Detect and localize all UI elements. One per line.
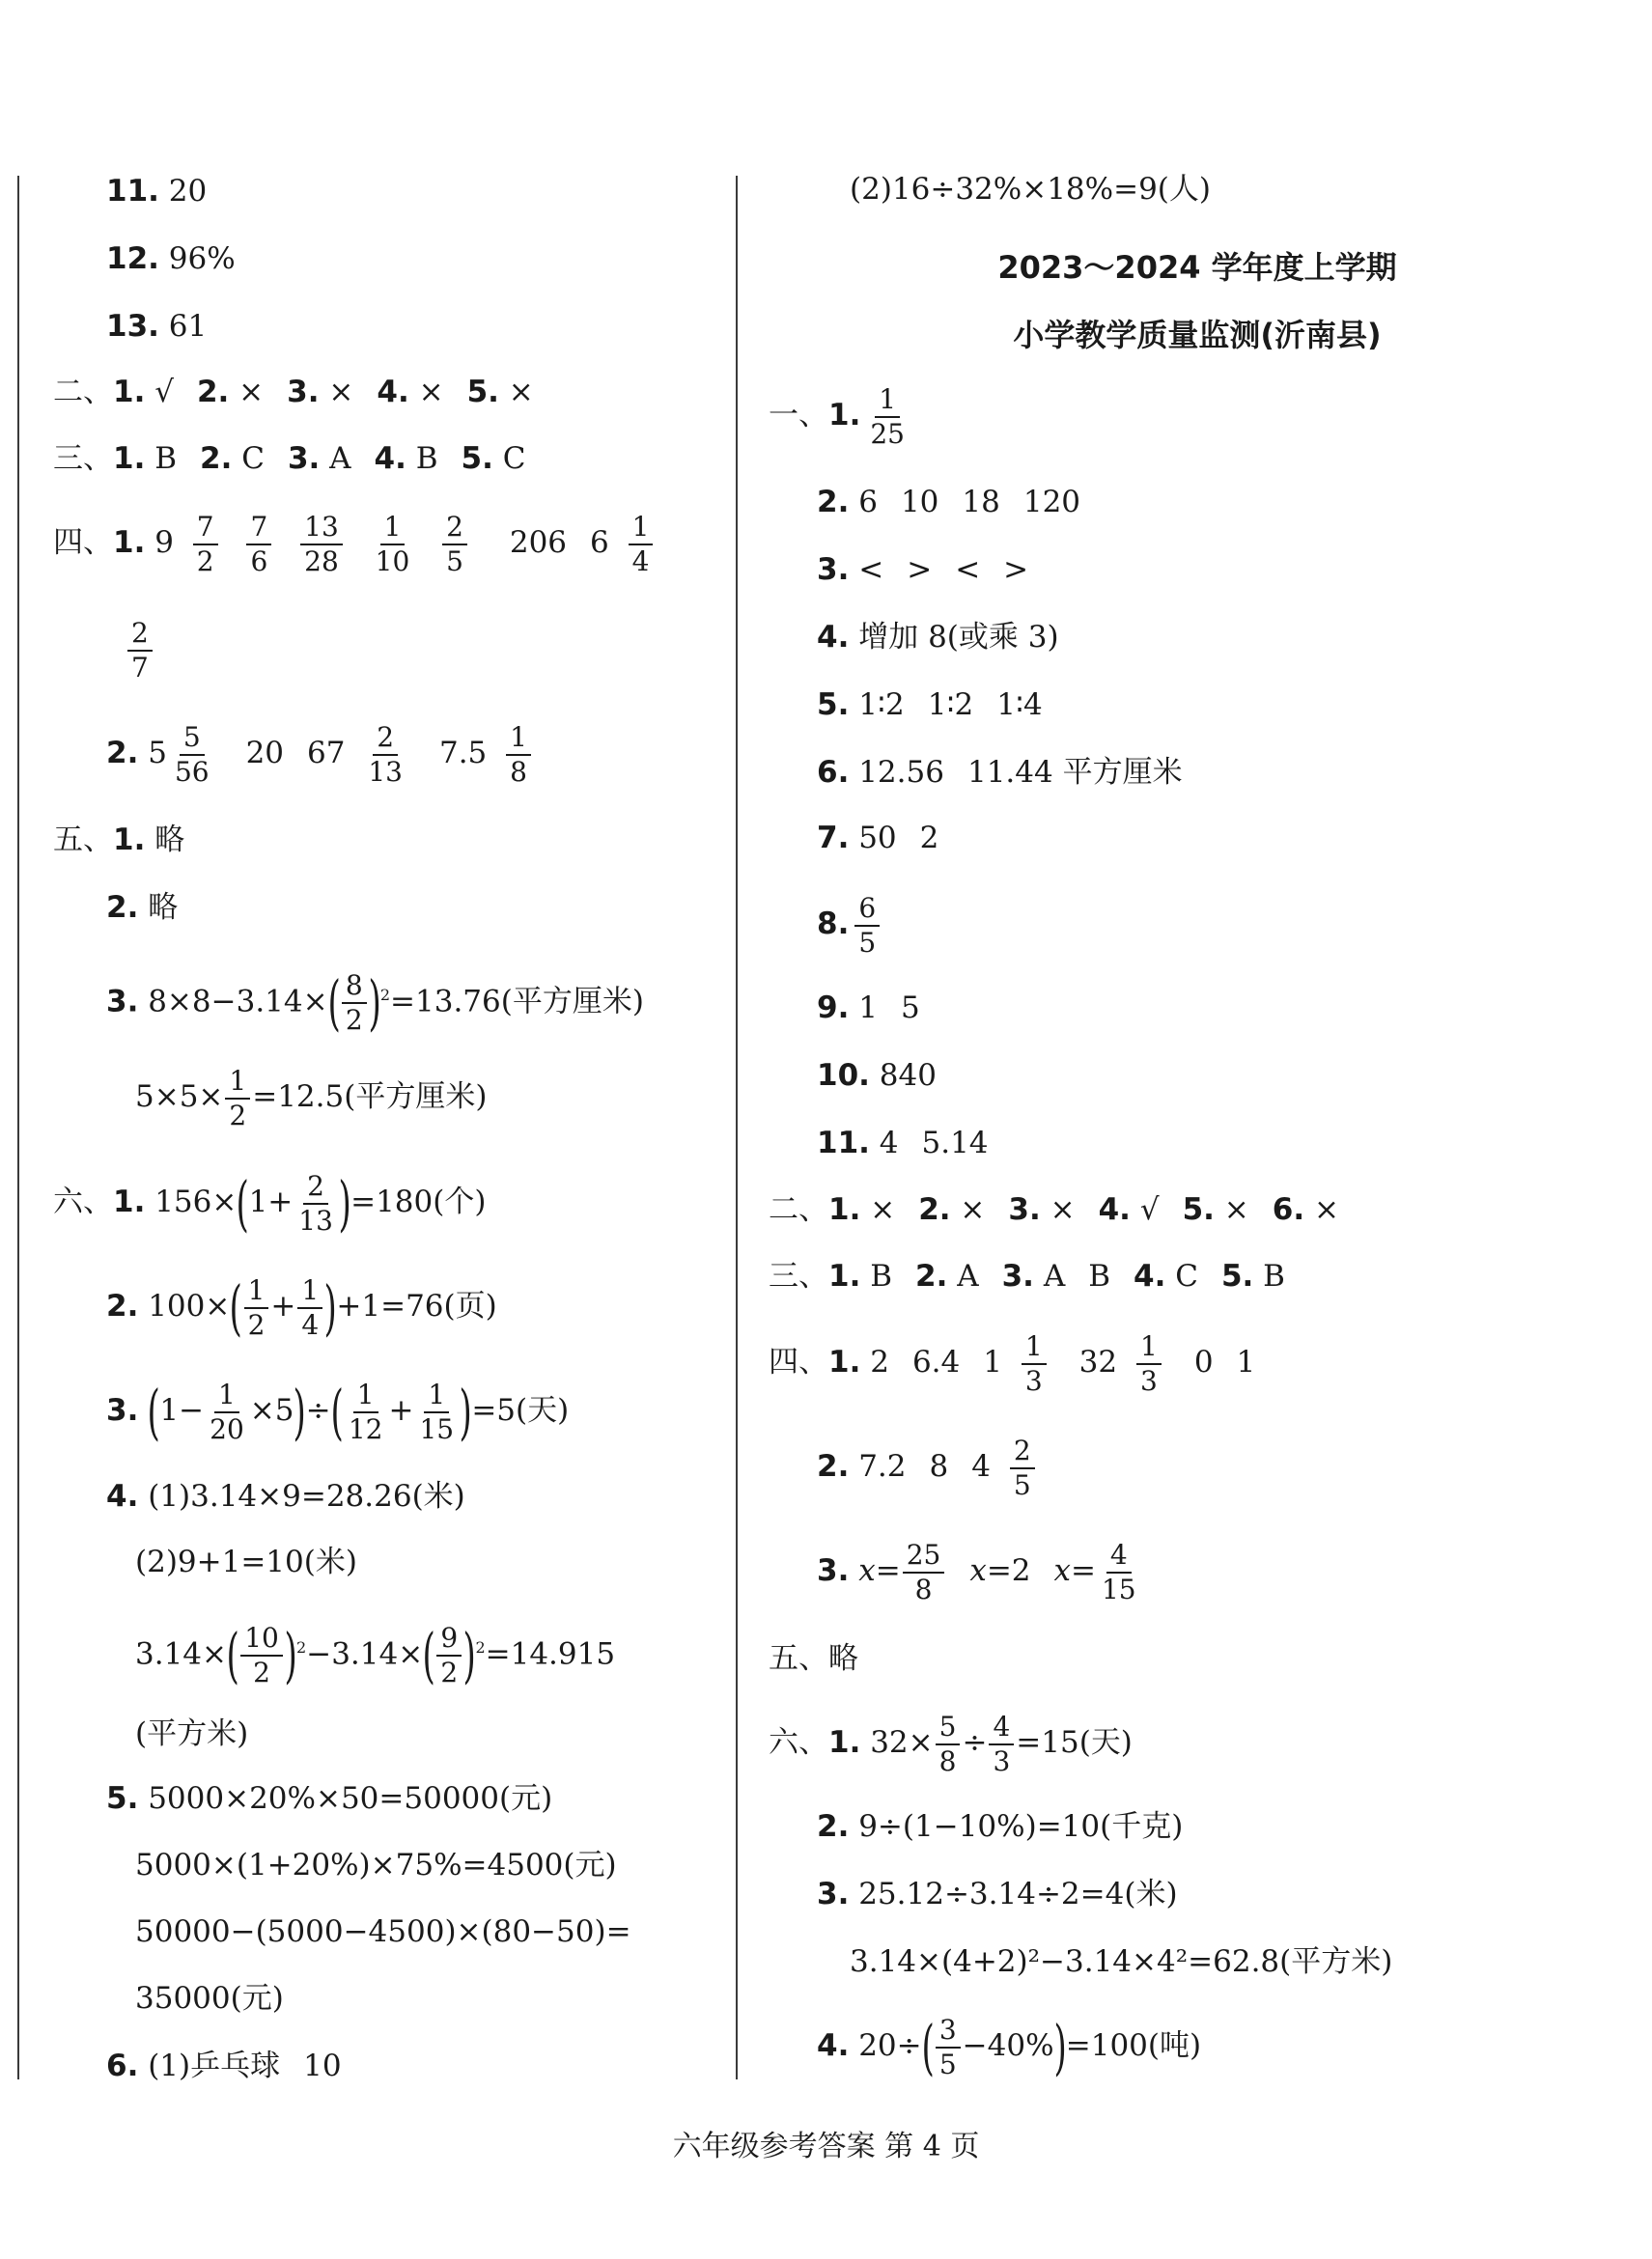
- answer-line: 50000−(5000−4500)×(80−50)=: [135, 1914, 631, 1949]
- answer-line: 13. 61: [106, 309, 208, 344]
- left-margin-rule: [17, 176, 19, 2079]
- answer-line: (平方米): [135, 1716, 249, 1751]
- answer-line: (2)16÷32%×18%=9(人): [850, 172, 1211, 207]
- answer-line: 3. x= $\frac{25}{8}$ x=2 x= $\frac{4}{15}$: [817, 1539, 1136, 1605]
- answer-line: 3.14×( $\frac{10}{2}$ )$^2$−3.14×( $\frac{9}{2}$ )$^2$=14.915: [135, 1619, 616, 1690]
- answer-line: 10. 840: [817, 1058, 937, 1093]
- answer-line: 3. (1− $\frac{1}{20}$ ×5)÷( $\frac{1}{12}$ + $\frac{1}{15}$ )=5(天): [106, 1376, 570, 1447]
- answer-line: 4. 20÷( $\frac{3}{5}$ −40%)=100(吨): [817, 2011, 1202, 2082]
- answer-line: 8. $\frac{6}{5}$: [817, 890, 889, 958]
- answer-line: 35000(元): [135, 1981, 284, 2016]
- answer-line: 5×5× $\frac{1}{2}$ =12.5(平方厘米): [135, 1065, 488, 1131]
- answer-line: 2. 6 10 18 120: [817, 485, 1081, 519]
- answer-line: 9. 1 5: [817, 990, 920, 1025]
- page-footer: 六年级参考答案 第 4 页: [672, 2130, 980, 2163]
- answer-line: $\frac{2}{7}$: [127, 616, 153, 682]
- answer-line: 3. 25.12÷3.14÷2=4(米): [817, 1877, 1178, 1911]
- answer-line: 5. 5000×20%×50=50000(元): [106, 1781, 553, 1816]
- answer-line: 2. 100×( $\frac{1}{2}$ + $\frac{1}{4}$ )+1=76(页): [106, 1271, 497, 1343]
- answer-line: 2. 7.2 8 4 $\frac{2}{5}$: [817, 1433, 1045, 1500]
- answer-line: 5000×(1+20%)×75%=4500(元): [135, 1848, 617, 1882]
- answer-line: 四、1. 2 6.4 1 $\frac{1}{3}$ 32 $\frac{1}{3}$ 0 1: [769, 1330, 1256, 1397]
- answer-line: 11. 20: [106, 174, 208, 209]
- answer-line: 3.14×(4+2)²−3.14×4²=62.8(平方米): [850, 1944, 1393, 1979]
- answer-line: 二、1. × 2. × 3. × 4. √ 5. × 6. ×: [769, 1192, 1339, 1227]
- answer-line: 五、略: [769, 1641, 858, 1676]
- answer-line: 2. 5 $\frac{5}{56}$ 20 67 $\frac{2}{13}$ 7.5 $\frac{1}{8}$: [106, 720, 541, 786]
- section-heading: 2023～2024 学年度上学期: [997, 249, 1397, 286]
- answer-line: 2. 略: [106, 890, 179, 925]
- column-divider: [736, 176, 738, 2079]
- section-heading: 小学教学质量监测(沂南县): [1013, 317, 1382, 353]
- answer-line: (2)9+1=10(米): [135, 1545, 357, 1579]
- answer-line: 7. 50 2: [817, 821, 939, 855]
- answer-line: 三、1. B 2. A 3. A B 4. C 5. B: [769, 1259, 1285, 1294]
- answer-line: 12. 96%: [106, 241, 236, 276]
- answer-line: 3. 8×8−3.14×( $\frac{8}{2}$ )$^2$=13.76(平方厘米): [106, 966, 644, 1038]
- answer-line: 3. < > < >: [817, 552, 1029, 587]
- answer-line: 4. 增加 8(或乘 3): [817, 620, 1059, 655]
- answer-line: 5. 1∶2 1∶2 1∶4: [817, 687, 1043, 722]
- answer-line: 六、1. 156×(1+ $\frac{2}{13}$ )=180(个): [53, 1167, 487, 1239]
- answer-line: 六、1. 32× $\frac{5}{8}$ ÷ $\frac{4}{3}$ =15(天): [769, 1711, 1133, 1777]
- answer-line: 4. (1)3.14×9=28.26(米): [106, 1479, 465, 1514]
- answer-line: 四、1. 9 $\frac{7}{2}$ $\frac{7}{6}$ $\frac{13}{28}$ $\frac{1}{10}$ $\frac{2}{5}$ 206 6 $\frac{1}{4}$: [53, 510, 662, 575]
- answer-line: 6. 12.56 11.44 平方厘米: [817, 755, 1183, 790]
- answer-line: 二、1. √ 2. × 3. × 4. × 5. ×: [53, 375, 534, 409]
- answer-line: 6. (1)乒乓球 10: [106, 2049, 342, 2083]
- answer-line: 11. 4 5.14: [817, 1126, 989, 1160]
- answer-line: 一、1. $\frac{1}{25}$: [769, 383, 905, 450]
- answer-line: 2. 9÷(1−10%)=10(千克): [817, 1809, 1184, 1844]
- answer-line: 五、1. 略: [53, 823, 185, 857]
- answer-line: 三、1. B 2. C 3. A 4. B 5. C: [53, 441, 526, 476]
